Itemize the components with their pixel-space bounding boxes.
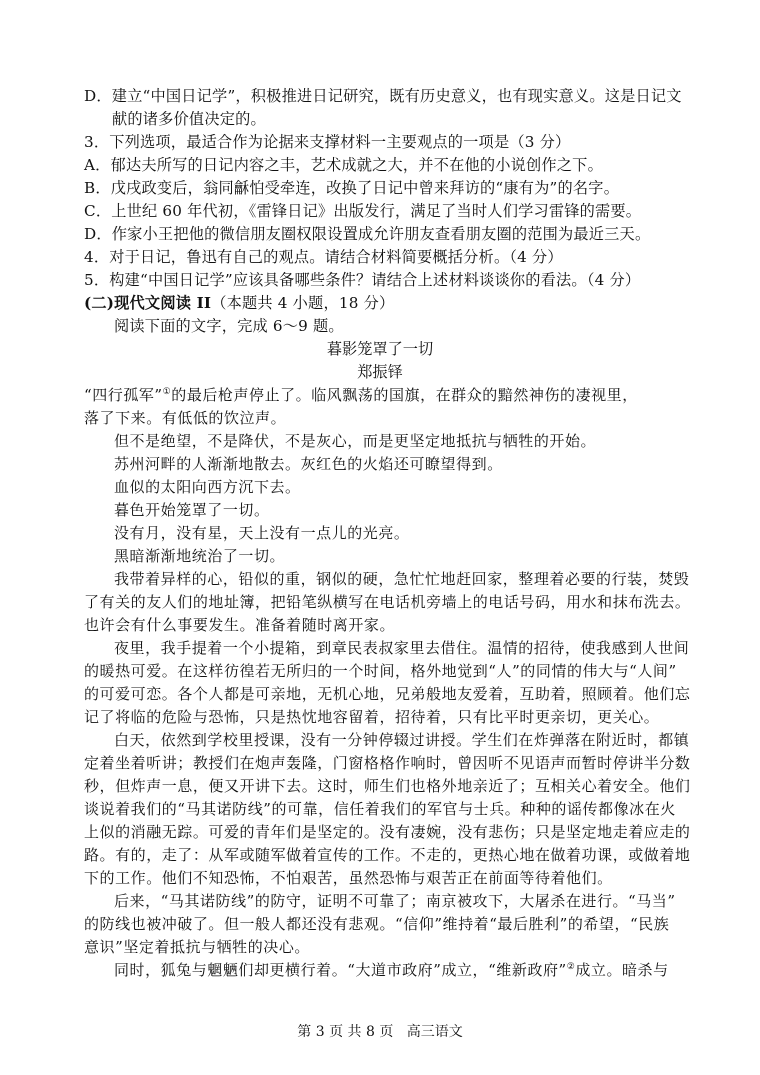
article-author: 郑振铎 xyxy=(357,363,403,381)
paragraph-10-line-4: 谈说着我们的“马其诺防线”的可靠，信任着我们的军官与士兵。种种的谣传都像冰在火 xyxy=(84,800,676,818)
paragraph-12-line-1 xyxy=(114,958,669,982)
paragraph-7: 黑暗渐渐地统治了一切。 xyxy=(114,547,286,565)
paragraph-5: 暮色开始笼罩了一切。 xyxy=(114,501,270,519)
paragraph-10-line-7: 下的工作。他们不知恐怖，不怕艰苦，虽然恐怖与艰苦正在前面等待着他们。 xyxy=(84,869,613,887)
paragraph-11-line-1: 后来，“马其诺防线”的防守，证明不可靠了；南京被攻下，大屠杀在进行。“马当” xyxy=(114,892,676,910)
paragraph-8-line-1: 我带着异样的心，铅似的重，钢似的硬，急忙忙地赶回家，整理着必要的行装，焚毁 xyxy=(114,570,690,588)
paragraph-6: 没有月，没有星，天上没有一点儿的光亮。 xyxy=(114,524,410,542)
article-title: 暮影笼罩了一切 xyxy=(326,340,434,358)
paragraph-4: 血似的太阳向西方沉下去。 xyxy=(114,478,301,496)
question-3-option-d: D．作家小王把他的微信朋友圈权限设置成允许朋友查看朋友圈的范围为最近三天。 xyxy=(84,225,651,243)
section-heading-scoring: （本题共 4 小题，18 分） xyxy=(211,294,395,312)
paragraph-9-line-2: 的暖热可爱。在这样彷徨若无所归的一个时间，格外地觉到“人”的同情的伟大与“人间” xyxy=(84,662,677,680)
paragraph-10-line-3: 秒，但炸声一息，便又开讲下去。这时，师生们也格外地亲近了；互相关心着安全。他们 xyxy=(84,777,691,795)
paragraph-12-text-a: 同时，狐兔与魍魉们却更横行着。“大道市政府”成立，“维新政府” xyxy=(114,961,567,979)
paragraph-8-line-3: 也许会有什么事要发生。准备着随时离开家。 xyxy=(84,616,396,634)
page-footer: 第 3 页 共 8 页 高三语文 xyxy=(297,1024,463,1040)
reading-instruction: 阅读下面的文字，完成 6～9 题。 xyxy=(114,317,344,335)
paragraph-11-line-2: 的防线也被冲破了。但一般人都还没有悲观。“信仰”维持着“最后胜利”的希望，“民族 xyxy=(84,915,670,933)
footnote-marker-2: ② xyxy=(566,962,576,972)
paragraph-10-line-6: 路。有的，走了：从军或随军做着宣传的工作。不走的，更热心地在做着功课，或做着地 xyxy=(84,846,691,864)
question-5: 5．构建“中国日记学”应该具备哪些条件？请结合上述材料谈谈你的看法。（4 分） xyxy=(84,271,641,289)
paragraph-3: 苏州河畔的人渐渐地散去。灰红色的火焰还可瞭望得到。 xyxy=(114,455,503,473)
paragraph-12-text-b: 成立。暗杀与 xyxy=(575,961,669,979)
paragraph-9-line-1: 夜里，我手提着一个小提箱，到章民表叔家里去借住。温情的招待，使我感到人世间 xyxy=(114,639,690,657)
question-4: 4．对于日记，鲁迅有自己的观点。请结合材料简要概括分析。（4 分） xyxy=(84,248,563,266)
question-3-option-c: C．上世纪 60 年代初，《雷锋日记》出版发行，满足了当时人们学习雷锋的需要。 xyxy=(84,202,642,220)
q2-option-d-line1: D．建立“中国日记学”，积极推进日记研究，既有历史意义，也有现实意义。这是日记文 xyxy=(84,87,682,105)
paragraph-10-line-1: 白天，依然到学校里授课，没有一分钟停辍过讲授。学生们在炸弹落在附近时，都镇 xyxy=(114,731,690,749)
paragraph-10-line-5: 上似的消融无踪。可爱的青年们是坚定的。没有凄婉，没有悲伤；只是坚定地走着应走的 xyxy=(84,823,691,841)
section-heading-label: (二)现代文阅读 II xyxy=(84,294,212,312)
question-3-option-b: B．戊戌政变后，翁同龢怕受牵连，改换了日记中曾来拜访的“康有为”的名字。 xyxy=(84,179,620,197)
paragraph-2: 但不是绝望，不是降伏，不是灰心，而是更坚定地抵抗与牺牲的开始。 xyxy=(114,432,597,450)
paragraph-10-line-2: 定着坐着听讲；教授们在炮声轰隆，门窗格格作响时，曾因听不见语声而暂时停讲半分数 xyxy=(84,754,691,772)
paragraph-11-line-3: 意识”坚定着抵抗与牺牲的决心。 xyxy=(84,938,310,956)
paragraph-8-line-2: 了有关的友人们的地址簿，把铅笔纵横写在电话机旁墙上的电话号码，用水和抹布洗去。 xyxy=(84,593,691,611)
question-3-option-a: A．郁达夫所写的日记内容之丰，艺术成就之大，并不在他的小说创作之下。 xyxy=(84,156,603,174)
paragraph-1-text-b: 的最后枪声停止了。临风飘荡的国旗，在群众的黯然神伤的凄视里， xyxy=(171,386,638,404)
section-heading xyxy=(84,291,394,315)
paragraph-9-line-3: 的可爱可恋。各个人都是可亲地，无机心地，兄弟般地友爱着，互助着，照顾着。他们忘 xyxy=(84,685,691,703)
q2-option-d-line2: 献的诸多价值决定的。 xyxy=(112,110,266,128)
question-3-stem: 3．下列选项，最适合作为论据来支撑材料一主要观点的一项是（3 分） xyxy=(84,133,571,151)
paragraph-1-line-1 xyxy=(84,383,638,407)
footnote-marker-1: ① xyxy=(162,387,172,397)
paragraph-9-line-4: 记了将临的危险与恐怖，只是热忱地容留着，招待着，只有比平时更亲切，更关心。 xyxy=(84,708,660,726)
paragraph-1-text-a: “四行孤军” xyxy=(84,386,163,404)
paragraph-1-line-2: 落了下来。有低低的饮泣声。 xyxy=(84,409,287,427)
